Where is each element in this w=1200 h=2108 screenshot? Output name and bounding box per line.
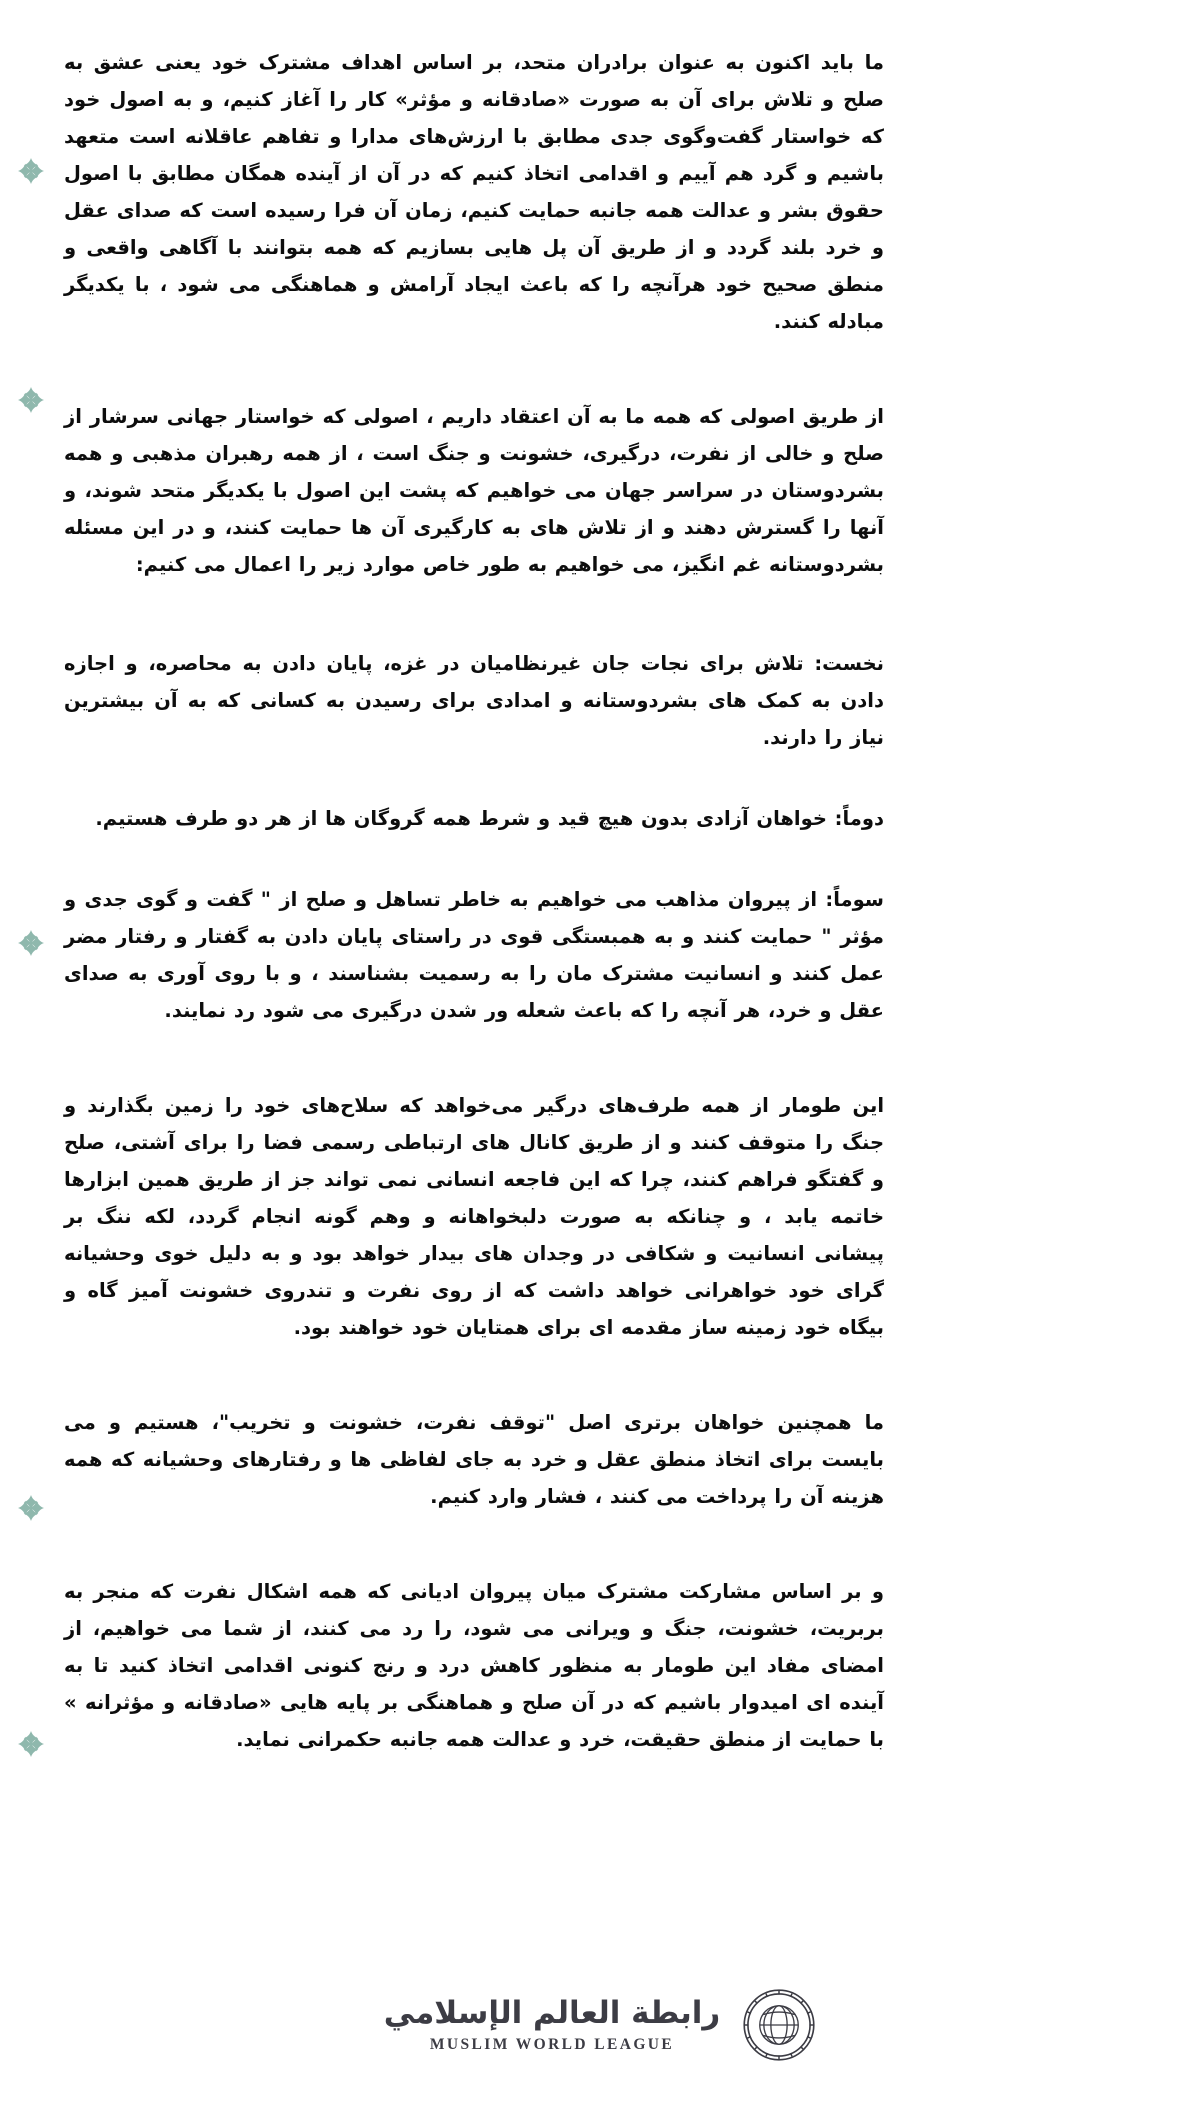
paragraph-5: سوماً: از پیروان مذاهب می خواهیم به خاطر تساهل و صلح از " گفت و گوی جدی و مؤثر " حمایت کنند و به همبستگی قوی در راستای پایان دادن به گفتار و رفتار مضر عمل کنند و انسانیت مشترک مان را به رسمیت بشناسند ، و با روی آوری به صدای عقل و خرد، هر آنچه را که باعث شعله ور شدن درگیری می شود رد نمایند. (64, 888, 884, 1022)
paragraph-6: این طومار از همه طرف‌های درگیر می‌خواهد که سلاح‌های خود را زمین بگذارند و جنگ را متوقف کنند و از طریق کانال های ارتباطی رسمی فضا را برای آشتی، صلح و گفتگو فراهم کنند، چرا که این فاجعه انسانی نمی تواند جز از طریق همین ابزارها خاتمه یابد ، و چنانکه به صورت دلبخواهانه و وهم گونه انجام گردد، لکه ننگ بر پیشانی انسانیت و شکافی در وجدان های بیدار خواهد بود و به دلیل خوی وحشیانه گرای خود خواهرانی خواهد داشت که از روی نفرت و تندروی خشونت آمیز گاه و بیگاه خود زمینه ساز مقدمه ای برای همتایان خود خواهند بود. (64, 1094, 884, 1339)
ornament-marker-icon-5 (18, 1731, 44, 1757)
logo-wordmark (384, 1996, 721, 2054)
ornament-marker-icon-4 (18, 1495, 44, 1521)
logo-arabic-text: رابطة العالم الإسلامي (383, 1995, 721, 2032)
logo-latin-text: MUSLIM WORLD LEAGUE (429, 2035, 675, 2053)
paragraph-2: از طریق اصولی که همه ما به آن اعتقاد داریم ، اصولی که خواستار جهانی سرشار از صلح و خالی از نفرت، درگیری، خشونت و جنگ است ، از همه رهبران مذهبی و همه بشردوستان در سراسر جهان می خواهیم که پشت این اصول با یکدیگر متحد شوند، و آنها را گسترش دهند و از تلاش های به کارگیری آن ها حمایت کنند، و در این مسئله بشردوستانه غم انگیز، می خواهیم به طور خاص موارد زیر را اعمال می کنیم: (64, 405, 884, 576)
paragraph-3: نخست: تلاش برای نجات جان غیرنظامیان در غزه، پایان دادن به محاصره، و اجازه دادن به کمک های بشردوستانه و امدادی برای رسیدن به کسانی که به آن بیشترین نیاز را دارند. (64, 652, 884, 749)
ornament-marker-icon-1 (18, 158, 44, 184)
paragraph-1: ما باید اکنون به عنوان برادران متحد، بر اساس اهداف مشترک خود یعنی عشق به صلح و تلاش برای آن به صورت «صادقانه و مؤثر» کار را آغاز کنیم، و به اصول خود که خواستار گفت‌وگوی جدی مطابق با ارزش‌های مدارا و تفاهم عاقلانه است متعهد باشیم و گرد هم آییم و اقدامی اتخاذ کنیم که در آن از آینده همگان مطابق با اصول حقوق بشر و عدالت همه جانبه حمایت کنیم، زمان آن فرا رسیده است که صدای عقل و خرد بلند گردد و از طریق آن پل هایی بسازیم که همه بتوانند با آگاهی واقعی و منطق صحیح خود هرآنچه را که باعث ایجاد آرامش و هماهنگی می شود ، با یکدیگر مبادله کنند. (64, 51, 884, 333)
paragraph-7: ما همچنین خواهان برتری اصل "توقف نفرت، خشونت و تخریب"، هستیم و می بایست برای اتخاذ منطق عقل و خرد به جای لفاظی ها و رفتارهای وحشیانه که همه هزینه آن را پرداخت می کنند ، فشار وارد کنیم. (64, 1411, 884, 1508)
ornament-marker-icon-3 (18, 930, 44, 956)
globe-crescent-emblem-icon (742, 1988, 816, 2062)
paragraph-8: و بر اساس مشارکت مشترک میان پیروان ادیانی که همه اشکال نفرت که منجر به بربریت، خشونت، جنگ و ویرانی می شود، را رد می کنند، از شما می خواهیم، از امضای مفاد این طومار به منظور کاهش درد و رنج کنونی اقدامی اتخاذ کنید تا به آینده ای امیدوار باشیم که در آن صلح و هماهنگی بر پایه هایی «صادقانه و مؤثرانه » با حمایت از منطق حقیقت، خرد و عدالت همه جانبه حکمرانی نماید. (64, 1580, 884, 1751)
ornament-marker-icon-2 (18, 387, 44, 413)
document-body (64, 44, 884, 1788)
paragraph-4: دوماً: خواهان آزادی بدون هیچ قید و شرط همه گروگان ها از هر دو طرف هستیم. (95, 807, 884, 830)
footer-logo (0, 1988, 1200, 2062)
